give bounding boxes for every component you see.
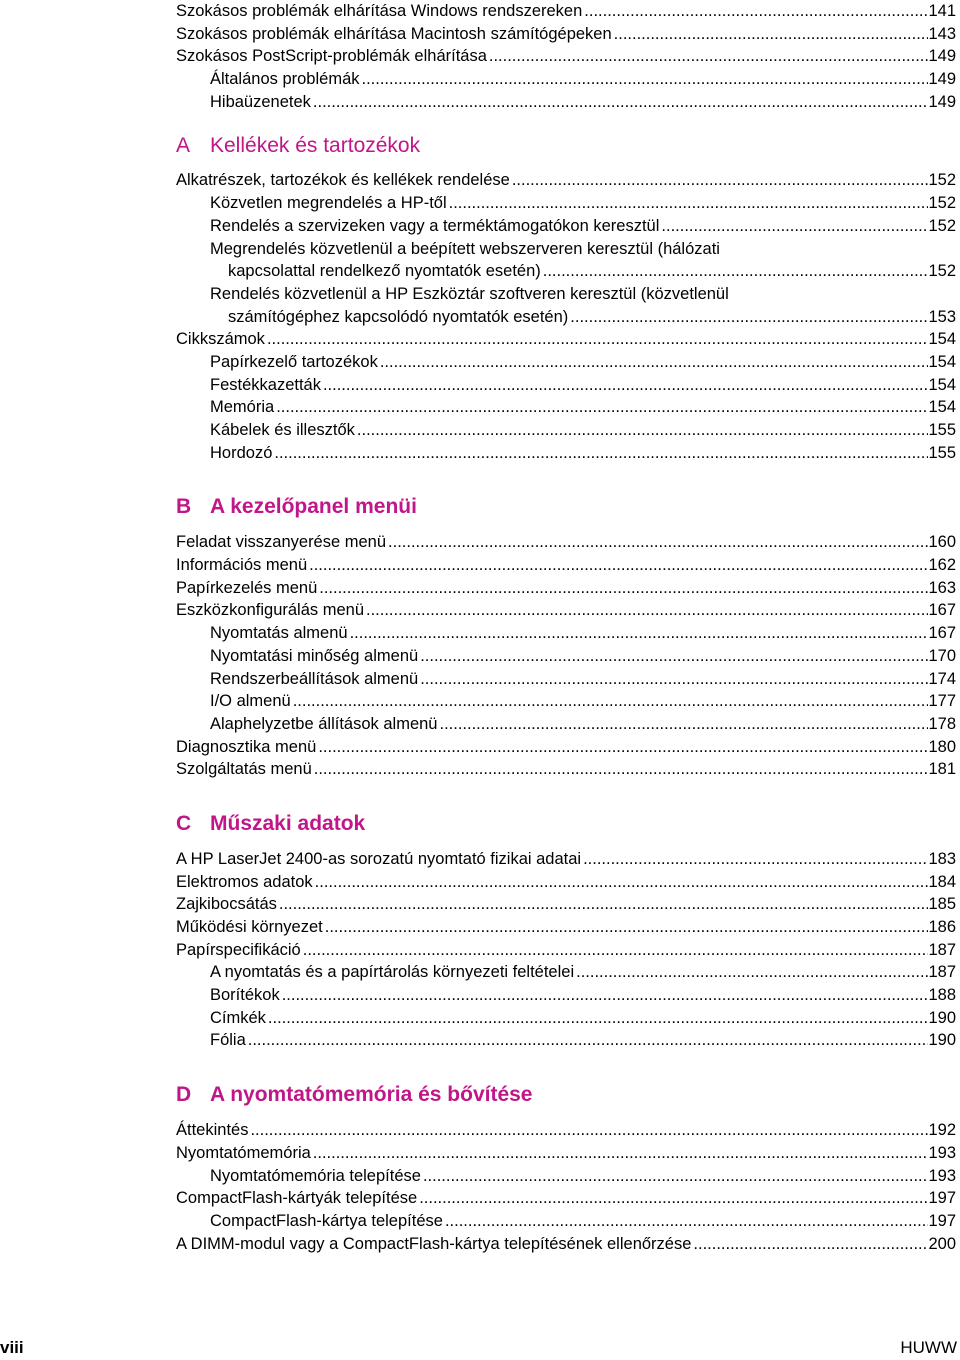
toc-entry-title-continued: számítógéphez kapcsolódó nyomtatók esetén) xyxy=(228,307,569,326)
toc-page-number: 177 xyxy=(928,692,956,711)
toc-entry-title: A DIMM-modul vagy a CompactFlash-kártya telepítésének ellenőrzése xyxy=(176,1234,692,1253)
toc-entry[interactable] xyxy=(176,91,956,114)
toc-entry-title: Hordozó xyxy=(210,443,273,462)
dot-leader xyxy=(248,1029,929,1052)
toc-entry[interactable] xyxy=(176,893,956,916)
dot-leader xyxy=(543,260,929,283)
dot-leader xyxy=(570,306,928,329)
toc-entry-title: Alkatrészek, tartozékok és kellékek rendelése xyxy=(176,171,510,190)
toc-entry[interactable] xyxy=(176,848,956,871)
toc-entry[interactable] xyxy=(176,758,956,781)
toc-page-number: 149 xyxy=(928,47,956,66)
toc-page-number: 193 xyxy=(928,1166,956,1185)
toc-entry[interactable] xyxy=(176,351,956,374)
dot-leader xyxy=(323,374,929,397)
toc-entry-title: Feladat visszanyerése menü xyxy=(176,533,387,552)
toc-page-number: 181 xyxy=(928,760,956,779)
dot-leader xyxy=(276,396,928,419)
toc-entry-title: I/O almenü xyxy=(210,692,291,711)
dot-leader xyxy=(583,848,928,871)
chapter-d-section xyxy=(176,1081,956,1255)
dot-leader xyxy=(319,577,928,600)
chapter-letter: A xyxy=(176,134,191,158)
toc-entry-title: Nyomtatási minőség almenü xyxy=(210,646,419,665)
dot-leader xyxy=(293,690,929,713)
toc-entry-title-continued: kapcsolattal rendelkező nyomtatók esetén) xyxy=(228,262,541,281)
toc-entry-title: Hibaüzenetek xyxy=(210,92,311,111)
toc-page-number: 190 xyxy=(928,1031,956,1050)
chapter-entries xyxy=(176,169,956,464)
toc-entry-title: Memória xyxy=(210,398,275,417)
dot-leader xyxy=(303,939,929,962)
toc-page-number: 184 xyxy=(928,872,956,891)
toc-page-number: 152 xyxy=(928,262,956,281)
toc-page-number: 200 xyxy=(928,1234,956,1253)
toc-page-number: 152 xyxy=(928,194,956,213)
footer-page-number: viii xyxy=(0,1338,24,1357)
toc-entry[interactable] xyxy=(176,645,956,668)
toc-entry[interactable] xyxy=(176,622,956,645)
dot-leader xyxy=(584,0,928,23)
dot-leader xyxy=(445,1210,929,1233)
dot-leader xyxy=(439,713,928,736)
toc-entry[interactable] xyxy=(176,690,956,713)
table-of-contents xyxy=(176,0,956,1255)
dot-leader xyxy=(357,419,929,442)
dot-leader xyxy=(423,1165,929,1188)
chapter-b-section xyxy=(176,493,956,781)
toc-page-number: 160 xyxy=(928,533,956,552)
toc-entry-title: Általános problémák xyxy=(210,70,360,89)
chapter-title: A kezelőpanel menüi xyxy=(210,495,417,519)
toc-page-number: 174 xyxy=(928,669,956,688)
dot-leader xyxy=(314,758,929,781)
dot-leader xyxy=(313,91,929,114)
dot-leader xyxy=(268,1007,929,1030)
toc-page-number: 167 xyxy=(928,601,956,620)
toc-entry[interactable] xyxy=(176,961,956,984)
chapter-entries xyxy=(176,531,956,781)
toc-entry[interactable] xyxy=(176,45,956,68)
toc-entry-title: Diagnosztika menü xyxy=(176,737,317,756)
toc-page-number: 154 xyxy=(928,352,956,371)
toc-entry-title: Rendelés a szervizeken vagy a terméktámogatókon keresztül xyxy=(210,216,660,235)
chapter-entries xyxy=(176,1119,956,1255)
toc-entry[interactable] xyxy=(176,668,956,691)
toc-page-number: 192 xyxy=(928,1121,956,1140)
toc-entry[interactable] xyxy=(176,283,956,328)
toc-entry-title: Elektromos adatok xyxy=(176,872,313,891)
toc-page-number: 167 xyxy=(928,624,956,643)
toc-entry[interactable] xyxy=(176,713,956,736)
toc-page-number: 197 xyxy=(928,1189,956,1208)
dot-leader xyxy=(318,736,928,759)
toc-entry[interactable] xyxy=(176,0,956,23)
toc-page-number: 187 xyxy=(928,963,956,982)
toc-entry-title: Nyomtatómemória telepítése xyxy=(210,1166,421,1185)
toc-entry[interactable] xyxy=(176,554,956,577)
dot-leader xyxy=(380,351,929,374)
chapter-title: A nyomtatómemória és bővítése xyxy=(210,1083,533,1107)
toc-entry-title: Megrendelés közvetlenül a beépített webszerveren keresztül (hálózati xyxy=(210,239,720,258)
chapter-entries xyxy=(176,848,956,1052)
toc-entry[interactable] xyxy=(176,916,956,939)
toc-entry[interactable] xyxy=(176,939,956,962)
toc-entry-title: Borítékok xyxy=(210,986,280,1005)
toc-entry[interactable] xyxy=(176,192,956,215)
toc-entry-title: Szokásos problémák elhárítása Windows rendszereken xyxy=(176,2,583,20)
chapter-heading[interactable] xyxy=(176,493,956,521)
toc-entry[interactable] xyxy=(176,215,956,238)
toc-page-number: 186 xyxy=(928,918,956,936)
toc-page-number: 163 xyxy=(928,578,956,597)
chapter-heading[interactable] xyxy=(176,1081,956,1109)
toc-entry[interactable] xyxy=(176,238,956,283)
dot-leader xyxy=(267,328,929,351)
toc-entry-title: Címkék xyxy=(210,1008,266,1027)
toc-page-number: 152 xyxy=(928,216,956,235)
toc-entry[interactable] xyxy=(176,169,956,192)
toc-entry-title: Festékkazetták xyxy=(210,375,321,394)
toc-page-number: 155 xyxy=(928,421,956,439)
toc-entry-title: Papírspecifikáció xyxy=(176,940,301,959)
toc-page-number: 149 xyxy=(928,70,956,89)
dot-leader xyxy=(309,554,928,577)
toc-entry[interactable] xyxy=(176,68,956,91)
toc-entry[interactable] xyxy=(176,442,956,465)
toc-page-number: 197 xyxy=(928,1211,956,1230)
toc-entry[interactable] xyxy=(176,1119,956,1142)
toc-entry-title: Nyomtatás almenü xyxy=(210,624,348,643)
toc-entry[interactable] xyxy=(176,599,956,622)
dot-leader xyxy=(282,984,929,1007)
dot-leader xyxy=(366,599,928,622)
toc-entry-title: A HP LaserJet 2400-as sorozatú nyomtató fizikai adatai xyxy=(176,849,582,868)
toc-entry-title: Szolgáltatás menü xyxy=(176,760,312,779)
toc-entry-title: Szokásos PostScript-problémák elhárítása xyxy=(176,47,487,66)
toc-page-number: 149 xyxy=(928,92,956,111)
dot-leader xyxy=(449,192,929,215)
dot-leader xyxy=(614,23,929,46)
toc-entry-title: Nyomtatómemória xyxy=(176,1143,311,1162)
toc-page-number: 187 xyxy=(928,940,956,959)
toc-page-number: 183 xyxy=(928,849,956,868)
dot-leader xyxy=(661,215,928,238)
dot-leader xyxy=(419,1187,928,1210)
toc-entry-title: Zajkibocsátás xyxy=(176,895,277,914)
dot-leader xyxy=(420,668,928,691)
dot-leader xyxy=(388,531,928,554)
toc-entry[interactable] xyxy=(176,531,956,554)
toc-entry[interactable] xyxy=(176,23,956,46)
dot-leader xyxy=(576,961,928,984)
toc-entry[interactable] xyxy=(176,1187,956,1210)
toc-entry[interactable] xyxy=(176,871,956,894)
toc-entry-title: CompactFlash-kártya telepítése xyxy=(210,1211,443,1230)
toc-page-number: 162 xyxy=(928,556,956,575)
toc-section-continued xyxy=(176,0,956,113)
toc-entry-title: Papírkezelő tartozékok xyxy=(210,352,378,371)
toc-entry[interactable] xyxy=(176,1210,956,1233)
dot-leader xyxy=(350,622,929,645)
toc-page-number: 154 xyxy=(928,330,956,349)
chapter-letter: B xyxy=(176,495,192,519)
dot-leader xyxy=(420,645,928,668)
toc-entry-title: A nyomtatás és a papírtárolás környezeti feltételei xyxy=(210,963,575,982)
toc-entry-title: Kábelek és illesztők xyxy=(210,421,355,439)
chapter-heading[interactable] xyxy=(176,132,956,160)
chapter-letter: C xyxy=(176,811,192,835)
toc-entry[interactable] xyxy=(176,396,956,419)
toc-entry-title: Eszközkonfigurálás menü xyxy=(176,601,365,620)
toc-entry[interactable] xyxy=(176,736,956,759)
toc-page-number: 193 xyxy=(928,1143,956,1162)
toc-page-number: 185 xyxy=(928,895,956,914)
toc-page-number: 170 xyxy=(928,646,956,665)
toc-entry-title: Közvetlen megrendelés a HP-től xyxy=(210,194,447,213)
toc-entry-title: Szokásos problémák elhárítása Macintosh számítógépeken xyxy=(176,24,612,43)
toc-page-number: 143 xyxy=(928,24,956,43)
toc-page-number: 154 xyxy=(928,398,956,417)
toc-page-number: 152 xyxy=(928,171,956,190)
toc-page-number: 155 xyxy=(928,443,956,462)
dot-leader xyxy=(693,1233,928,1256)
toc-page-number: 190 xyxy=(928,1008,956,1027)
dot-leader xyxy=(489,45,929,68)
toc-entry[interactable] xyxy=(176,1007,956,1030)
toc-page-number: 154 xyxy=(928,375,956,394)
toc-page-number: 178 xyxy=(928,714,956,733)
toc-entry-title: Fólia xyxy=(210,1031,246,1050)
dot-leader xyxy=(279,893,929,916)
chapter-title: Kellékek és tartozékok xyxy=(210,134,421,158)
toc-entry[interactable] xyxy=(176,577,956,600)
toc-entry-title: Áttekintés xyxy=(176,1121,249,1140)
dot-leader xyxy=(362,68,929,91)
toc-entry[interactable] xyxy=(176,1165,956,1188)
dot-leader xyxy=(274,442,928,465)
footer-publisher: HUWW xyxy=(900,1338,957,1357)
dot-leader xyxy=(512,169,929,192)
dot-leader xyxy=(313,1142,929,1165)
toc-entry-title: Rendszerbeállítások almenü xyxy=(210,669,419,688)
toc-entry[interactable] xyxy=(176,1142,956,1165)
toc-entry-title: Papírkezelés menü xyxy=(176,578,318,597)
chapter-c-section xyxy=(176,810,956,1052)
toc-entry[interactable] xyxy=(176,1029,956,1052)
toc-page-number: 153 xyxy=(928,307,956,326)
toc-entry-title: Alaphelyzetbe állítások almenü xyxy=(210,714,438,733)
toc-page-number: 188 xyxy=(928,986,956,1005)
toc-page-number: 180 xyxy=(928,737,956,756)
chapter-letter: D xyxy=(176,1083,192,1107)
toc-entry-title: Rendelés közvetlenül a HP Eszköztár szoftveren keresztül (közvetlenül xyxy=(210,284,729,303)
toc-entry[interactable] xyxy=(176,328,956,351)
chapter-a-section xyxy=(176,132,956,464)
toc-entry[interactable] xyxy=(176,1233,956,1256)
toc-entry-title: Információs menü xyxy=(176,556,308,575)
toc-entry-title: CompactFlash-kártyák telepítése xyxy=(176,1189,418,1208)
chapter-heading[interactable] xyxy=(176,810,956,838)
chapter-title: Műszaki adatok xyxy=(210,811,366,835)
toc-entry[interactable] xyxy=(176,374,956,397)
toc-entry-title: Cikkszámok xyxy=(176,330,265,349)
dot-leader xyxy=(315,871,929,894)
toc-entry[interactable] xyxy=(176,419,956,442)
dot-leader xyxy=(325,916,929,939)
toc-page-number: 141 xyxy=(928,2,956,20)
toc-entry-title: Működési környezet xyxy=(176,918,323,936)
dot-leader xyxy=(250,1119,928,1142)
toc-entry[interactable] xyxy=(176,984,956,1007)
